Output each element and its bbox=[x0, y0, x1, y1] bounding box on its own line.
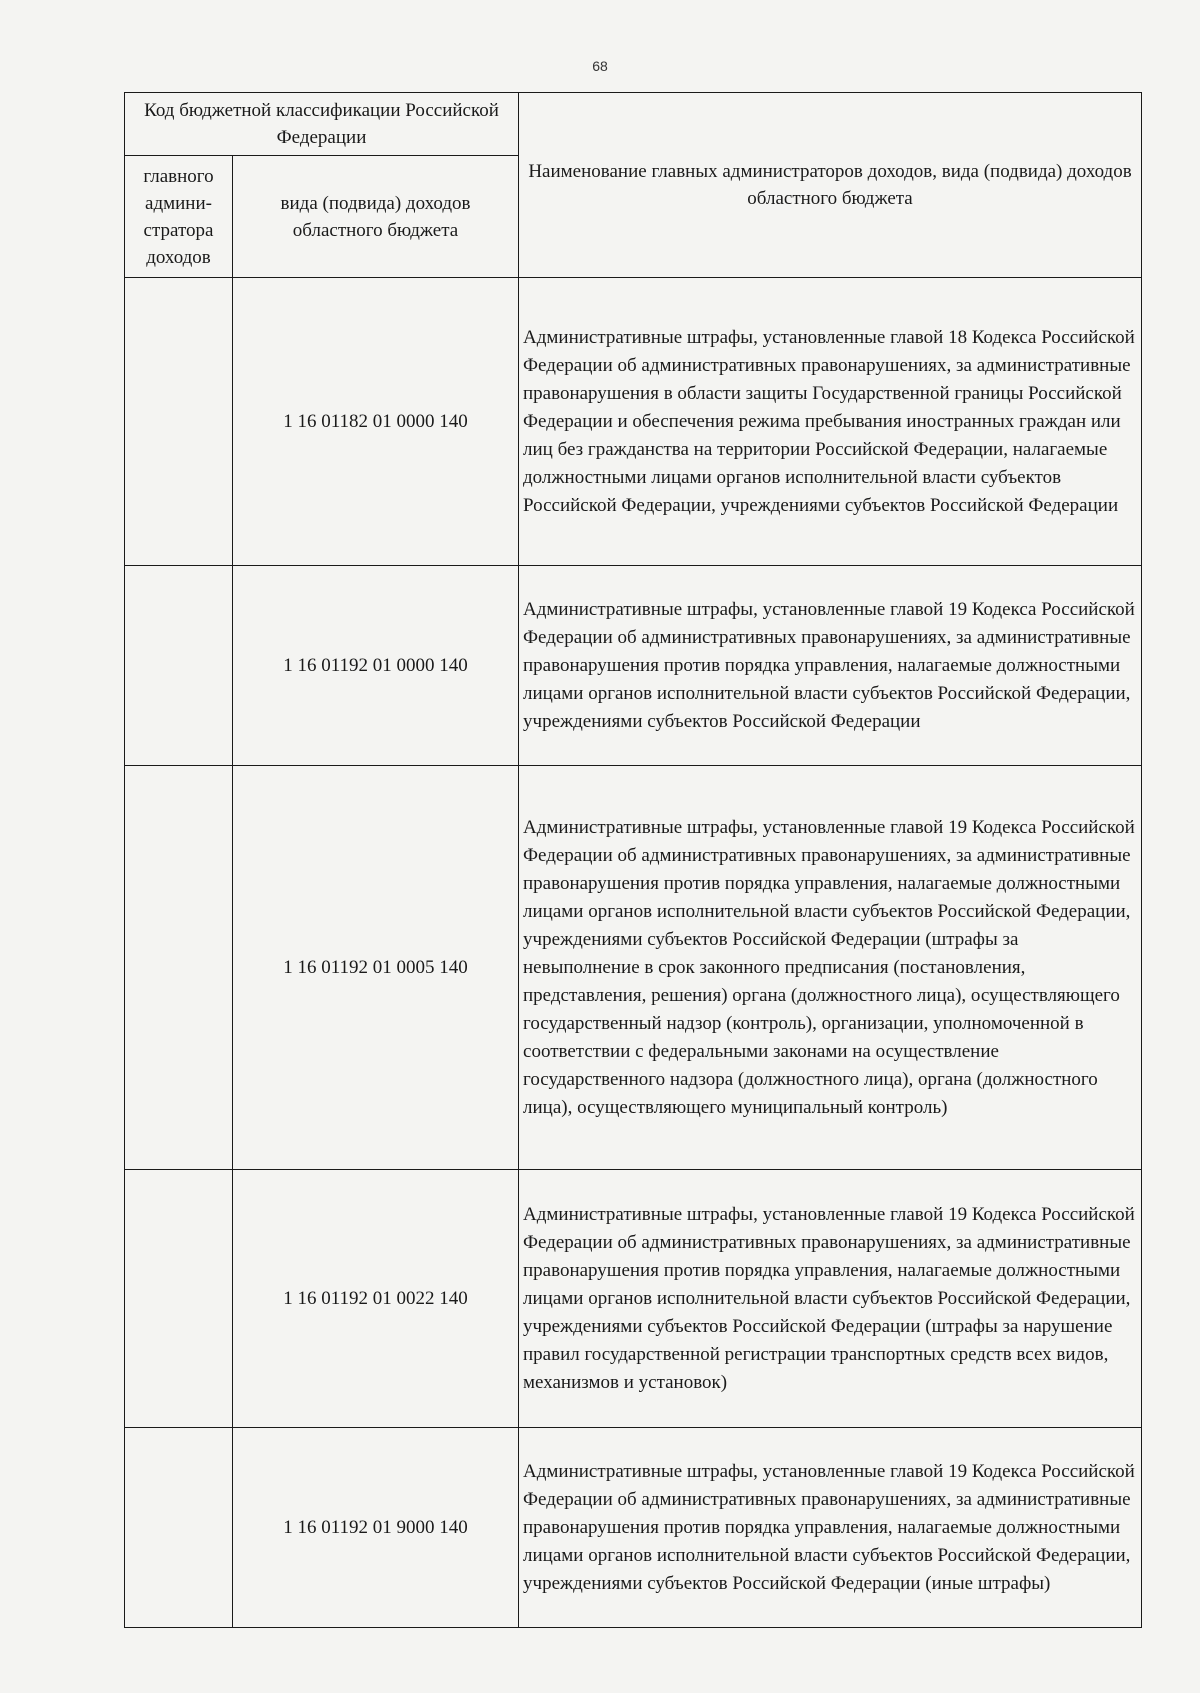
income-name-cell: Административные штрафы, установленные главой 19 Кодекса Российской Федерации об административных правонарушениях, за административные правонарушения против порядка управления, налагаемые должностными лицами органов исполнительной власти субъектов Российской Федерации, учреждениями субъектов Российской Федерации bbox=[519, 566, 1142, 766]
income-code-cell: 1 16 01192 01 0022 140 bbox=[233, 1170, 519, 1428]
income-code-cell: 1 16 01192 01 0005 140 bbox=[233, 766, 519, 1170]
income-code-cell: 1 16 01182 01 0000 140 bbox=[233, 278, 519, 566]
admin-code-cell bbox=[125, 766, 233, 1170]
admin-code-cell bbox=[125, 1428, 233, 1628]
table-row bbox=[125, 566, 1142, 766]
header-admin-column: главного админи-стратора доходов bbox=[125, 156, 233, 278]
income-name-cell: Административные штрафы, установленные главой 19 Кодекса Российской Федерации об административных правонарушениях, за административные правонарушения против порядка управления, налагаемые должностными лицами органов исполнительной власти субъектов Российской Федерации, учреждениями субъектов Российской Федерации (штрафы за нарушение правил государственной регистрации транспортных средств всех видов, механизмов и установок) bbox=[519, 1170, 1142, 1428]
income-name-cell: Административные штрафы, установленные главой 19 Кодекса Российской Федерации об административных правонарушениях, за административные правонарушения против порядка управления, налагаемые должностными лицами органов исполнительной власти субъектов Российской Федерации, учреждениями субъектов Российской Федерации (штрафы за невыполнение в срок законного предписания (постановления, представления, решения) органа (должностного лица), осуществляющего государственный надзор (контроль), организации, уполномоченной в соответствии с федеральными законами на осуществление государственного надзора (должностного лица), органа (должностного лица), осуществляющего муниципальный контроль) bbox=[519, 766, 1142, 1170]
page-number: 68 bbox=[592, 58, 608, 74]
header-code-column: вида (подвида) доходов областного бюджета bbox=[233, 156, 519, 278]
table-row bbox=[125, 278, 1142, 566]
budget-classification-table bbox=[124, 92, 1142, 1628]
header-budget-code-group: Код бюджетной классификации Российской Федерации bbox=[125, 93, 519, 156]
admin-code-cell bbox=[125, 566, 233, 766]
income-code-cell: 1 16 01192 01 9000 140 bbox=[233, 1428, 519, 1628]
table-row bbox=[125, 766, 1142, 1170]
income-name-cell: Административные штрафы, установленные главой 19 Кодекса Российской Федерации об административных правонарушениях, за административные правонарушения против порядка управления, налагаемые должностными лицами органов исполнительной власти субъектов Российской Федерации, учреждениями субъектов Российской Федерации (иные штрафы) bbox=[519, 1428, 1142, 1628]
admin-code-cell bbox=[125, 1170, 233, 1428]
table-row bbox=[125, 1170, 1142, 1428]
income-name-cell: Административные штрафы, установленные главой 18 Кодекса Российской Федерации об административных правонарушениях, за административные правонарушения в области защиты Государственной границы Российской Федерации и обеспечения режима пребывания иностранных граждан или лиц без гражданства на территории Российской Федерации, налагаемые должностными лицами органов исполнительной власти субъектов Российской Федерации, учреждениями субъектов Российской Федерации bbox=[519, 278, 1142, 566]
table-row bbox=[125, 1428, 1142, 1628]
header-name-column: Наименование главных администраторов доходов, вида (подвида) доходов областного бюджета bbox=[519, 93, 1142, 278]
income-code-cell: 1 16 01192 01 0000 140 bbox=[233, 566, 519, 766]
admin-code-cell bbox=[125, 278, 233, 566]
